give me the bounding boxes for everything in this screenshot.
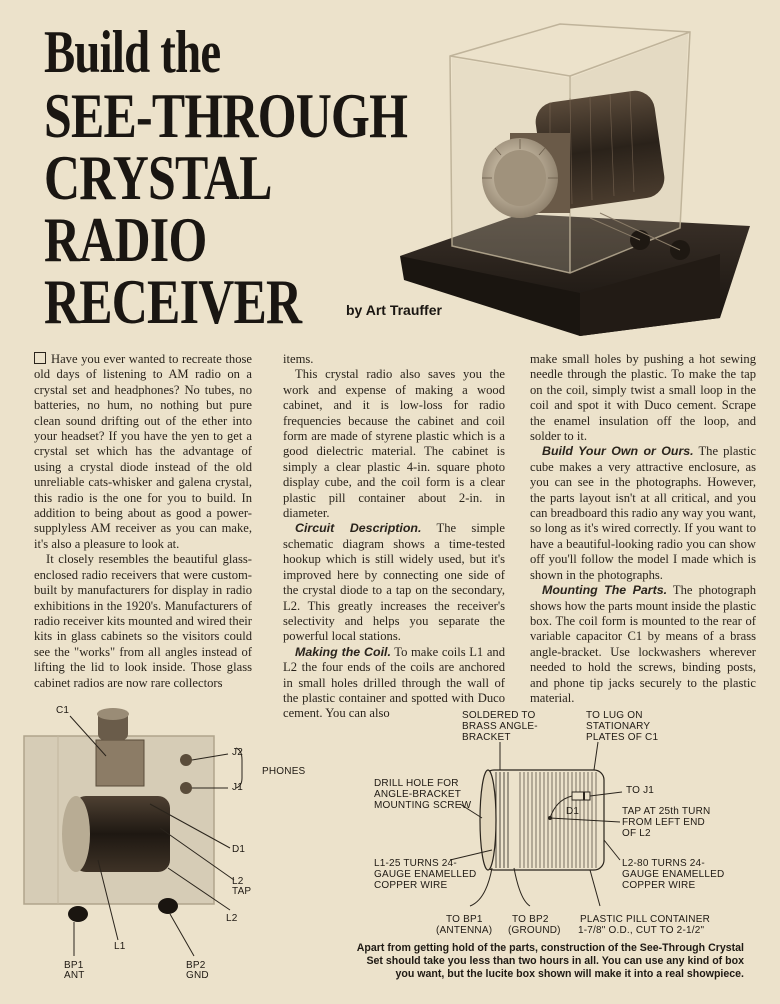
col1-p1-text: Have you ever wanted to recreate those old days of listening to AM radio on a crystal set and headphones? No tubes, no batteries, no hum, no nothing but pure clean sound drifting out of the ether into your headset? If you have the yen to get a crystal set which has the advantage of using a crystal diode instead of the old unreliable cats-whisker and galena crystal, this radio is the one for you to build. In addition to being about as good a power-supplyless AM receiver as you can make, it's also a pleasure to look at. xyxy=(34,352,252,551)
col2-p2-text: The simple schematic diagram shows a time-tested hookup which is still widely used, but it's improved here by connecting one side of the crystal diode to a tap on the secondary, L2. This greatly increases the receiver's selectivity and helps you separate the powerful local stations. xyxy=(283,521,505,644)
col2-p3-text: To make coils L1 and L2 the four ends of the coils are anchored in small holes drilled through the wall of the plastic container and spotted with Duco cement. You can also xyxy=(283,644,506,721)
col2-paragraph-1: This crystal radio also saves you the work and expense of making a wood cabinet, and it is low-loss for radio frequencies because the cabinet and coil form are made of styrene plastic which is a good dielectric material. The cabinet is simply a clear plastic 4-in. square photo display cube, and the coil form is a clear plastic pill container about 2-in. in diameter. xyxy=(283,367,505,521)
label-l1: L1 xyxy=(114,941,126,952)
subhead-circuit: Circuit Description. xyxy=(295,521,422,536)
diag-l1-3: COPPER WIRE xyxy=(374,880,448,891)
radio-cube-photo xyxy=(390,18,760,338)
col3-paragraph-0: make small holes by pushing a hot sewing needle through the plastic. To make the tap on the coil, simply twist a small loop in the coil and spot it with Duco cement. Scrape the enamel insulation off the loop, and solder to it. xyxy=(530,352,756,444)
diag-l2-2: GAUGE ENAMELLED xyxy=(622,869,725,880)
diag-l2-1: L2-80 TURNS 24- xyxy=(622,858,705,869)
label-bp2-2: GND xyxy=(186,970,209,981)
diag-tap-2: FROM LEFT END xyxy=(622,817,705,828)
col3-paragraph-1 xyxy=(530,444,756,583)
subhead-coil: Making the Coil. xyxy=(295,644,391,659)
text-column-2 xyxy=(283,352,505,722)
label-phones: PHONES xyxy=(262,766,306,777)
diag-l1-1: L1-25 TURNS 24- xyxy=(374,858,457,869)
col3-p2-text: The photograph shows how the parts mount inside the plastic box. The coil form is mounted to the rear of variable capacitor C1 by means of a brass angle-bracket. Use lockwashers wherever needed to hold the screws, binding posts, and phone tip jacks securely to the plastic material. xyxy=(530,583,756,705)
diag-drill-2: ANGLE-BRACKET xyxy=(374,789,462,800)
diag-tap-3: OF L2 xyxy=(622,828,651,839)
label-d1: D1 xyxy=(232,844,246,855)
title-line-1: Build the xyxy=(44,19,221,85)
diag-pill-2: 1-7/8" O.D., CUT TO 2-1/2" xyxy=(578,925,705,936)
label-l2-tap-1: L2 xyxy=(232,876,244,887)
text-column-1 xyxy=(34,352,252,691)
label-bp1-2: ANT xyxy=(64,970,85,981)
col3-paragraph-2 xyxy=(530,583,756,706)
label-j1: J1 xyxy=(232,782,243,793)
text-column-3 xyxy=(530,352,756,706)
checkbox-icon xyxy=(34,352,46,364)
diag-soldered-3: BRACKET xyxy=(462,732,511,743)
label-bp2-1: BP2 xyxy=(186,960,206,971)
subhead-build: Build Your Own or Ours. xyxy=(542,444,694,459)
diag-drill-1: DRILL HOLE FOR xyxy=(374,778,459,789)
col1-paragraph-2: It closely resembles the beautiful glass-enclosed radio receivers that were custom-built by manufacturers for display in radio exhibitions in the 1920's. Manufacturers of radio receiver kits mounted and wired their kits in glass cabinets so the visitors could see the "works" from all angles instead of lifting the lid to look inside. Those glass cabinet radios are now rare collectors xyxy=(34,552,252,690)
diag-tap-1: TAP AT 25th TURN xyxy=(622,806,711,817)
diag-bp2-1: TO BP2 xyxy=(512,914,549,925)
col2-paragraph-0: items. xyxy=(283,352,314,366)
diag-pill-1: PLASTIC PILL CONTAINER xyxy=(580,914,710,925)
coil-diagram xyxy=(350,700,770,940)
diag-bp2-2: (GROUND) xyxy=(508,925,561,936)
article-title xyxy=(44,19,424,337)
diag-lug-2: STATIONARY xyxy=(586,721,651,732)
diag-lug-3: PLATES OF C1 xyxy=(586,732,659,743)
diag-bp1-2: (ANTENNA) xyxy=(436,925,493,936)
label-j2: J2 xyxy=(232,747,243,758)
subhead-mounting: Mounting The Parts. xyxy=(542,583,668,598)
byline: by Art Trauffer xyxy=(346,302,442,318)
title-line-5: RECEIVER xyxy=(44,266,302,337)
title-line-4: RADIO xyxy=(44,204,207,275)
col1-paragraph-1 xyxy=(34,352,252,552)
label-l2-tap-2: TAP xyxy=(232,886,252,897)
col2-paragraph-2 xyxy=(283,521,505,644)
diag-l2-3: COPPER WIRE xyxy=(622,880,696,891)
figure-caption: Apart from getting hold of the parts, construction of the See-Through Crystal Set should take you less than two hours in all. You can use any kind of box you want, but the lucite box shown will make it into a real showpiece. xyxy=(356,942,744,980)
parts-photo xyxy=(18,700,348,985)
diag-soldered-1: SOLDERED TO xyxy=(462,710,536,721)
diag-bp1-1: TO BP1 xyxy=(446,914,483,925)
diag-d1: D1 xyxy=(566,806,580,817)
col3-p1-text: The plastic cube makes a very attractive enclosure, as you can see in the photographs. However, the parts layout isn't at all critical, and you can breadboard this radio any way you want, so long as it's wired correctly. If you want to have a beautiful-looking radio you can show off you'll follow the model I made which is shown in the photographs. xyxy=(530,444,756,582)
title-line-3: CRYSTAL xyxy=(44,142,272,213)
title-line-2: SEE-THROUGH xyxy=(44,80,408,151)
diag-soldered-2: BRASS ANGLE- xyxy=(462,721,538,732)
label-bp1-1: BP1 xyxy=(64,960,84,971)
label-c1: C1 xyxy=(56,705,70,716)
diag-drill-3: MOUNTING SCREW xyxy=(374,800,472,811)
diag-l1-2: GAUGE ENAMELLED xyxy=(374,869,477,880)
diag-to-j1: TO J1 xyxy=(626,785,655,796)
label-l2: L2 xyxy=(226,913,238,924)
diag-lug-1: TO LUG ON xyxy=(586,710,643,721)
